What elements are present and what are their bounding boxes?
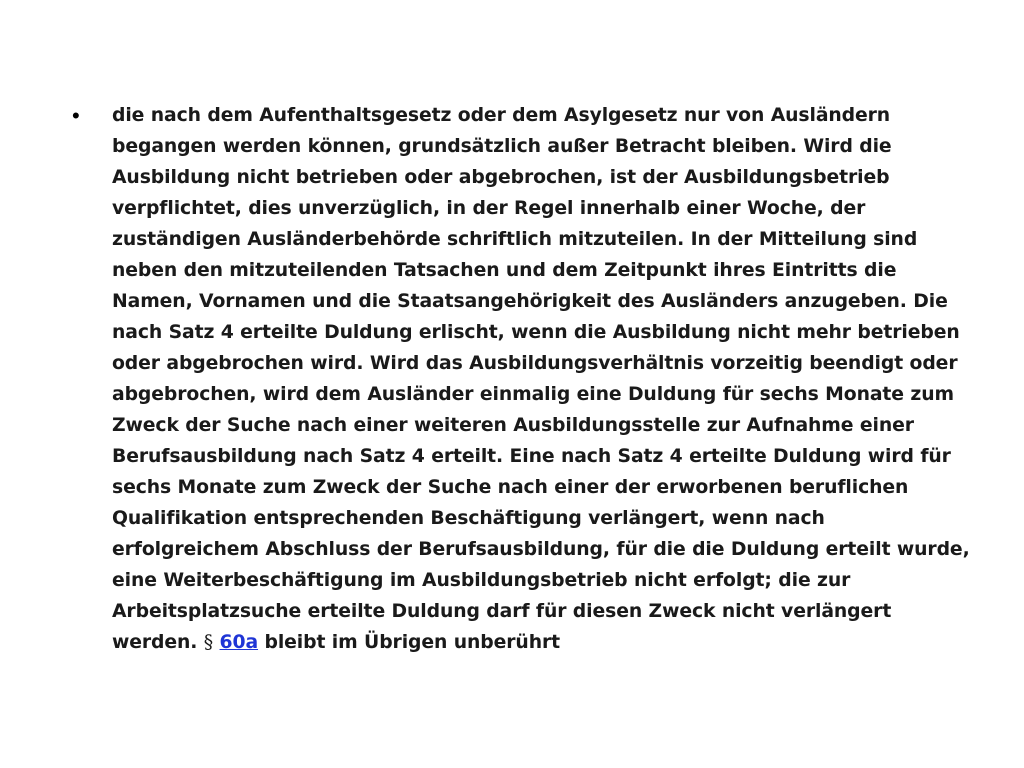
text-line: die nach dem Aufenthaltsgesetz oder dem Asylgesetz nur von Ausländern bbox=[112, 105, 891, 126]
text-line: abgebrochen, wird dem Ausländer einmalig eine Duldung für sechs Monate zum bbox=[112, 384, 954, 405]
text-line: Ausbildung nicht betrieben oder abgebrochen, ist der Ausbildungsbetrieb bbox=[112, 167, 890, 188]
text-line: verpflichtet, dies unverzüglich, in der Regel innerhalb einer Woche, der bbox=[112, 198, 866, 219]
text-line: Zweck der Suche nach einer weiteren Ausbildungsstelle zur Aufnahme einer bbox=[112, 415, 914, 436]
text-line: begangen werden können, grundsätzlich außer Betracht bleiben. Wird die bbox=[112, 136, 892, 157]
text-line: oder abgebrochen wird. Wird das Ausbildungsverhältnis vorzeitig beendigt oder bbox=[112, 353, 958, 374]
text-line: zuständigen Ausländerbehörde schriftlich mitzuteilen. In der Mitteilung sind bbox=[112, 229, 918, 250]
text-line: Berufsausbildung nach Satz 4 erteilt. Eine nach Satz 4 erteilte Duldung wird für bbox=[112, 446, 951, 467]
paragraph-text bbox=[112, 100, 970, 658]
text-line: erfolgreichem Abschluss der Berufsausbildung, für die die Duldung erteilt wurde, bbox=[112, 539, 970, 560]
text-line: sechs Monate zum Zweck der Suche nach einer der erworbenen beruflichen bbox=[112, 477, 909, 498]
text-line: nach Satz 4 erteilte Duldung erlischt, wenn die Ausbildung nicht mehr betrieben bbox=[112, 322, 960, 343]
text-line-last bbox=[112, 627, 970, 658]
text-line: neben den mitzuteilenden Tatsachen und dem Zeitpunkt ihres Eintritts die bbox=[112, 260, 897, 281]
text-line: eine Weiterbeschäftigung im Ausbildungsbetrieb nicht erfolgt; die zur bbox=[112, 570, 851, 591]
bullet-point-icon: • bbox=[72, 103, 80, 128]
section-sign: § bbox=[203, 632, 214, 653]
text-line: Namen, Vornamen und die Staatsangehörigkeit des Ausländers anzugeben. Die bbox=[112, 291, 948, 312]
last-line-suffix: bleibt im Übrigen unberührt bbox=[258, 632, 561, 653]
bullet-item bbox=[70, 100, 970, 658]
text-line: Arbeitsplatzsuche erteilte Duldung darf für diesen Zweck nicht verlängert bbox=[112, 601, 892, 622]
text-line: Qualifikation entsprechenden Beschäftigung verlängert, wenn nach bbox=[112, 508, 825, 529]
last-line-prefix: werden. bbox=[112, 632, 204, 653]
section-60a-link[interactable]: 60a bbox=[219, 632, 259, 653]
